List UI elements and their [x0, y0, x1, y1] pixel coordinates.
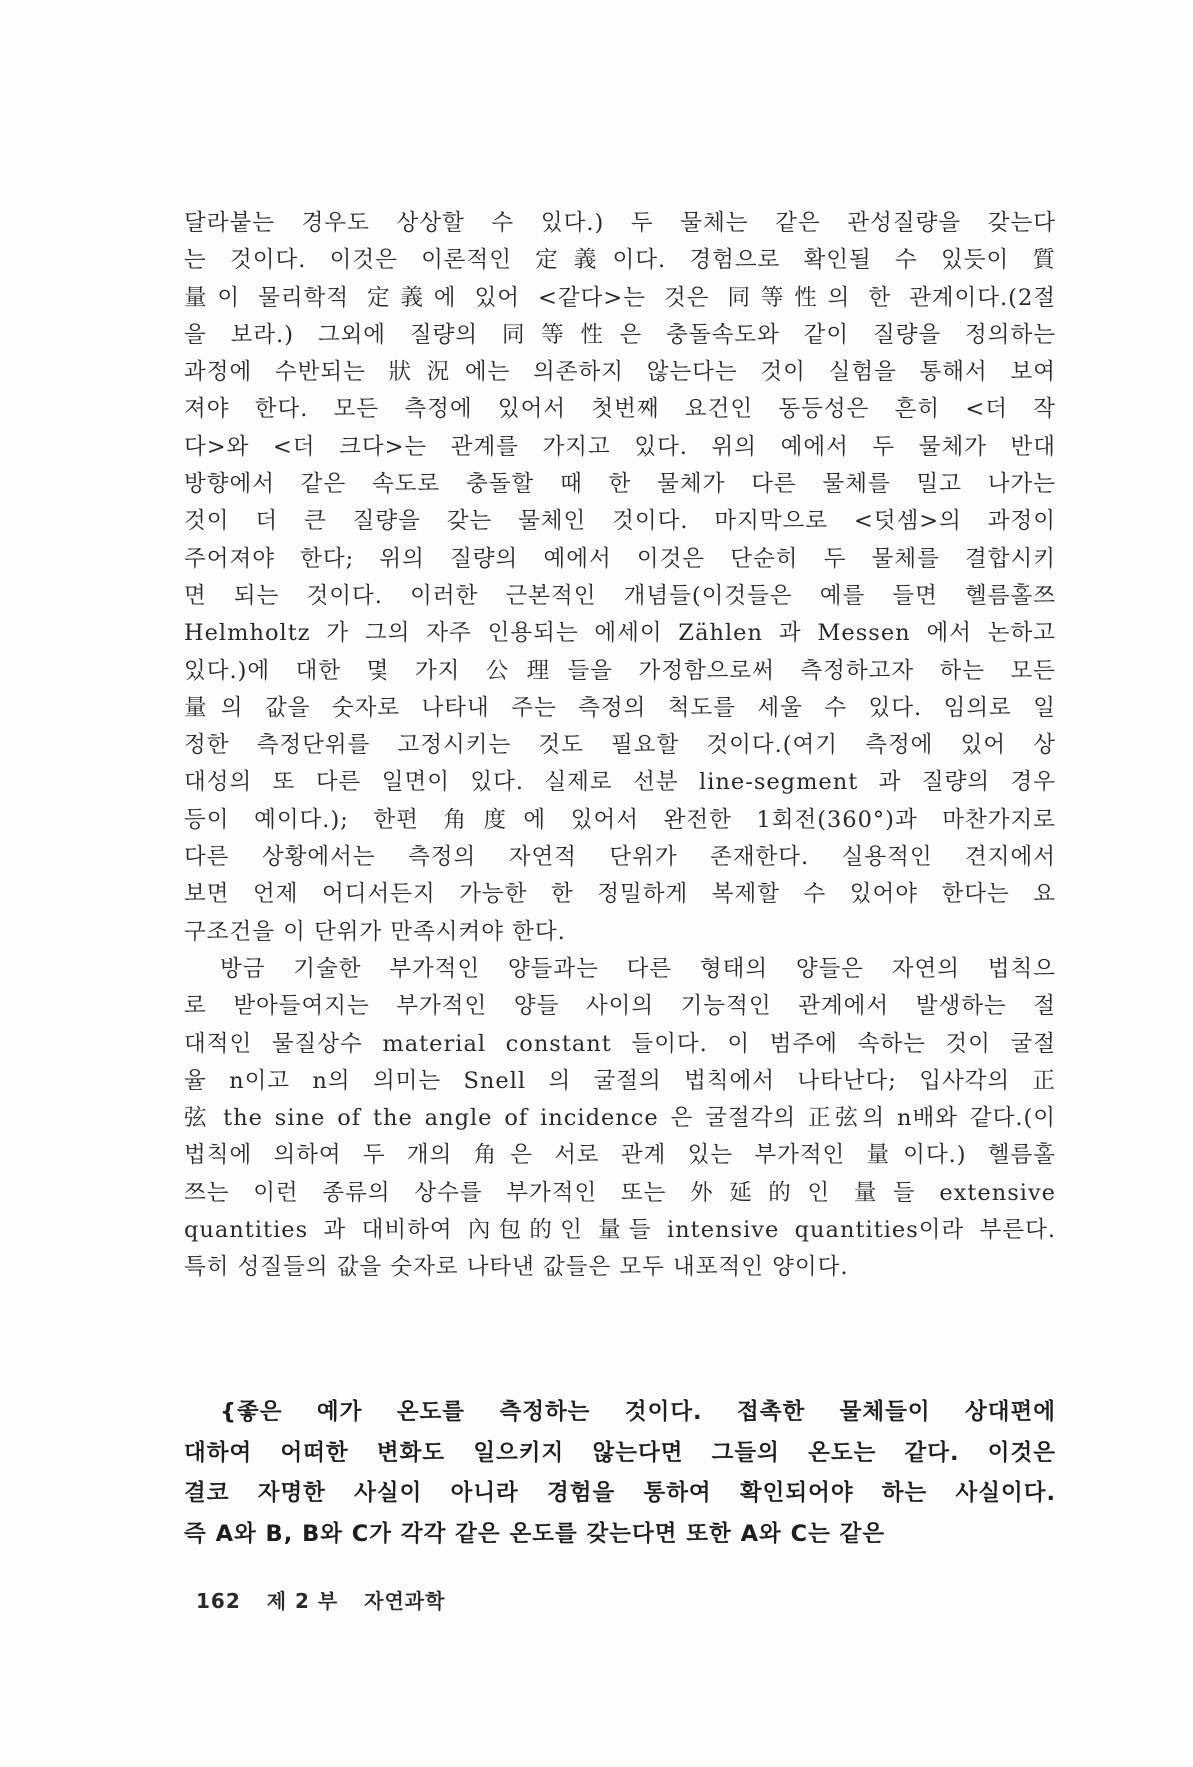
text-line: 즉 A와 B, B와 C가 각각 같은 온도를 갖는다면 또한 A와 C는 같은: [184, 1520, 886, 1547]
text-line: 결코 자명한 사실이 아니라 경험을 통하여 확인되어야 하는 사실이다.: [184, 1480, 1056, 1506]
text-line: 져야 한다. 모든 측정에 있어서 첫번째 요건인 동등성은 흔히 <더 작: [184, 396, 1056, 423]
text-line: 대적인 물질상수 material constant 들이다. 이 범주에 속하는 것이 굴절: [184, 1030, 1056, 1057]
text-line: 量이 물리학적 定義에 있어 <같다>는 것은 同等性의 한 관계이다.(2절: [184, 284, 1056, 311]
text-line: 법칙에 의하여 두 개의 角은 서로 관계 있는 부가적인 量이다.) 헬름홀: [184, 1142, 1056, 1169]
text-line: 다른 상황에서는 측정의 자연적 단위가 존재한다. 실용적인 견지에서: [184, 844, 1056, 871]
text-line: 주어져야 한다; 위의 질량의 예에서 이것은 단순히 두 물체를 결합시키: [184, 545, 1056, 572]
text-line: quantities 과 대비하여 內包的인 量들 intensive quantities이라 부른다.: [184, 1217, 1056, 1244]
text-line: 있다.)에 대한 몇 가지 公理들을 가정함으로써 측정하고자 하는 모든: [184, 657, 1056, 684]
text-line: 弦 the sine of the angle of incidence 은 굴절각의 正弦의 n배와 같다.(이: [184, 1105, 1056, 1132]
text-line: 로 받아들여지는 부가적인 양들 사이의 기능적인 관계에서 발생하는 절: [184, 993, 1056, 1020]
text-line: 방금 기술한 부가적인 양들과는 다른 형태의 양들은 자연의 법칙으: [220, 955, 1056, 982]
page-footer: [196, 1585, 463, 1614]
text-line: 보면 언제 어디서든지 가능한 한 정밀하게 복제할 수 있어야 한다는 요: [184, 881, 1056, 908]
body-text: [184, 205, 1056, 1287]
text-line: 것이 더 큰 질량을 갖는 물체인 것이다. 마지막으로 <덧셈>의 과정이: [184, 508, 1056, 535]
text-line: 달라붙는 경우도 상상할 수 있다.) 두 물체는 같은 관성질량을 갖는다: [184, 210, 1056, 236]
text-line: 면 되는 것이다. 이러한 근본적인 개념들(이것들은 예를 들면 헬름홀쯔: [184, 582, 1056, 609]
text-line: 는 것이다. 이것은 이론적인 定義이다. 경험으로 확인될 수 있듯이 質: [184, 247, 1056, 274]
text-line: 대성의 또 다른 일면이 있다. 실제로 선분 line-segment 과 질량의 경우: [184, 769, 1056, 796]
text-line: 등이 예이다.); 한편 角度에 있어서 완전한 1회전(360°)과 마찬가지로: [184, 806, 1056, 833]
text-line: 특히 성질들의 값을 숫자로 나타낸 값들은 모두 내포적인 양이다.: [184, 1254, 849, 1281]
text-line: 쯔는 이런 종류의 상수를 부가적인 또는 外延的인 量들 extensive: [184, 1179, 1056, 1206]
text-line: 구조건을 이 단위가 만족시켜야 한다.: [184, 918, 566, 945]
text-line: 방향에서 같은 속도로 충돌할 때 한 물체가 다른 물체를 밀고 나가는: [184, 471, 1056, 498]
text-line: 율 n이고 n의 의미는 Snell 의 굴절의 법칙에서 나타난다; 입사각의 正: [184, 1067, 1056, 1094]
text-line: 과정에 수반되는 狀況에는 의존하지 않는다는 것이 실험을 통해서 보여: [184, 359, 1056, 386]
text-line: {좋은 예가 온도를 측정하는 것이다. 접촉한 물체들이 상대편에: [220, 1399, 1056, 1425]
example-paragraph: [184, 1392, 1056, 1554]
text-line: 을 보라.) 그외에 질량의 同等性은 충돌속도와 같이 질량을 정의하는: [184, 321, 1056, 348]
text-line: Helmholtz 가 그의 자주 인용되는 에세이 Zählen 과 Messen 에서 논하고: [184, 620, 1056, 647]
text-line: 量의 값을 숫자로 나타내 주는 측정의 척도를 세울 수 있다. 임의로 일: [184, 694, 1056, 721]
text-line: 다>와 <더 크다>는 관계를 가지고 있다. 위의 예에서 두 물체가 반대: [184, 433, 1056, 460]
paragraph-2: [184, 951, 1056, 1287]
page-number: 162: [196, 1589, 241, 1613]
part-label: 제 2 부: [266, 1589, 339, 1613]
paragraph-1: [184, 205, 1056, 951]
text-line: 대하여 어떠한 변화도 일으키지 않는다면 그들의 온도는 같다. 이것은: [184, 1439, 1056, 1466]
text-line: 정한 측정단위를 고정시키는 것도 필요할 것이다.(여기 측정에 있어 상: [184, 732, 1056, 759]
section-title: 자연과학: [364, 1589, 446, 1613]
